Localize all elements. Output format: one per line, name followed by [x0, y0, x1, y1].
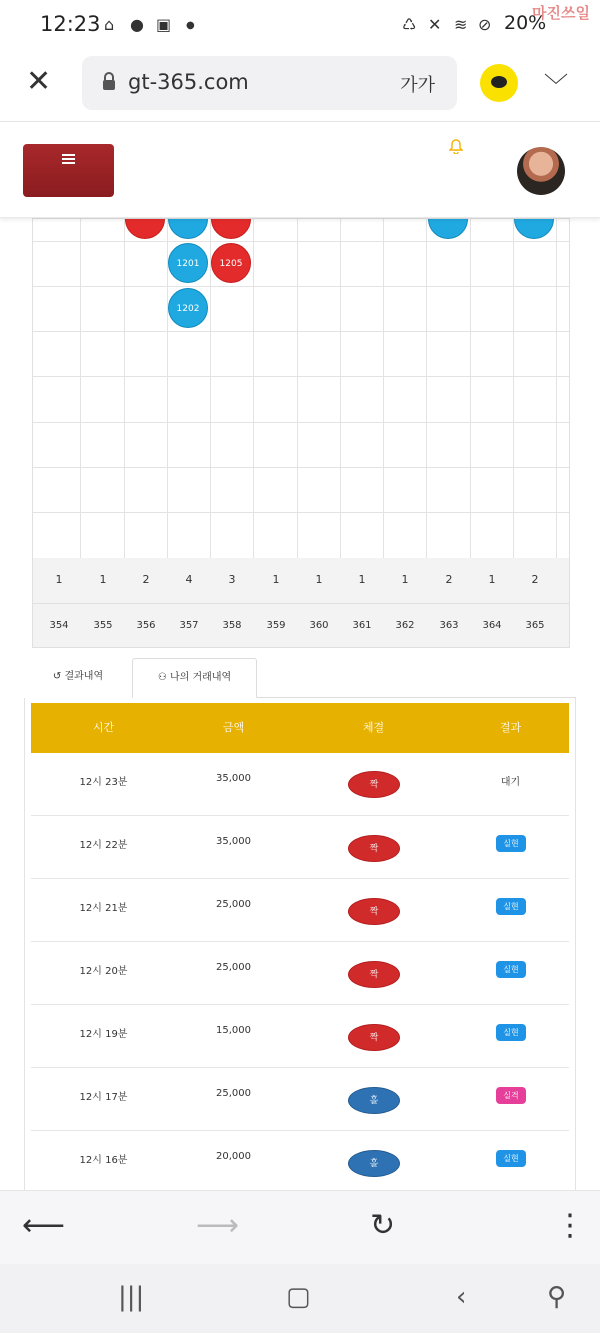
- avatar[interactable]: [517, 147, 565, 195]
- hamburger-icon: [62, 154, 75, 166]
- user-icon: ⚇: [157, 672, 167, 683]
- result-badge: 실현: [496, 835, 526, 852]
- history-tabs: [24, 658, 576, 698]
- count-cell: 1: [488, 573, 496, 586]
- result-badge: 실현: [496, 898, 526, 915]
- fill-badge: 짝: [348, 898, 400, 925]
- row-time: 12시 23분: [79, 777, 128, 788]
- more-notifications-icon: ●: [186, 20, 195, 31]
- count-cell: 1: [315, 573, 323, 586]
- tab-my-trades-label: 나의 거래내역: [170, 672, 232, 683]
- close-tab-icon[interactable]: ✕: [26, 64, 52, 99]
- round-cell: 359: [266, 620, 286, 631]
- recent-apps-icon[interactable]: |||: [118, 1282, 145, 1312]
- history-icon: ↺: [52, 671, 62, 682]
- round-cell: 357: [179, 620, 199, 631]
- row-amount: 25,000: [216, 1088, 251, 1099]
- row-time: 12시 21분: [79, 903, 128, 914]
- tab-results-label: 결과내역: [64, 671, 104, 682]
- table-row: [31, 942, 569, 1005]
- round-cell: 365: [525, 620, 545, 631]
- count-cell: 1: [55, 573, 63, 586]
- table-row: [31, 1005, 569, 1068]
- table-row: [31, 879, 569, 942]
- chevron-down-icon[interactable]: ﹀: [544, 72, 568, 100]
- row-amount: 15,000: [216, 1025, 251, 1036]
- lock-icon: [102, 72, 116, 90]
- row-time: 12시 22분: [79, 840, 128, 851]
- round-cell: 363: [439, 620, 459, 631]
- row-time: 12시 17분: [79, 1092, 128, 1103]
- status-time: 12:23: [40, 12, 101, 36]
- column-header-fill: 체결: [362, 721, 385, 734]
- mute-icon: ✕: [428, 15, 442, 34]
- row-amount: 25,000: [216, 962, 251, 973]
- tab-results[interactable]: [24, 658, 132, 698]
- round-cell: 361: [352, 620, 372, 631]
- fill-badge: 짝: [348, 771, 400, 798]
- table-row: [31, 816, 569, 879]
- table-row: [31, 1068, 569, 1131]
- text-size-button[interactable]: 가가: [400, 75, 435, 96]
- menu-button[interactable]: [23, 144, 114, 197]
- count-cell: 2: [445, 573, 453, 586]
- column-header-time: 시간: [92, 721, 115, 734]
- watermark: 마진쓰일: [532, 4, 590, 22]
- result-dot-even: 1202: [168, 288, 208, 328]
- recycle-icon: ♺: [402, 15, 417, 34]
- forward-arrow-icon[interactable]: ⟶: [196, 1208, 240, 1243]
- board-row-line: [33, 422, 570, 423]
- table-row: [31, 753, 569, 816]
- kakao-chat-button[interactable]: [480, 64, 518, 102]
- kakaotalk-icon: ●: [130, 15, 144, 34]
- result-badge: 실현: [496, 961, 526, 978]
- row-time: 12시 19분: [79, 1029, 128, 1040]
- url-text: gt-365.com: [128, 70, 249, 94]
- board-row-line: [33, 512, 570, 513]
- fill-badge: 짝: [348, 1024, 400, 1051]
- row-time: 12시 16분: [79, 1155, 128, 1166]
- table-header: [31, 703, 569, 753]
- system-back-icon[interactable]: ‹: [456, 1282, 467, 1312]
- accessibility-icon[interactable]: ⚲: [547, 1282, 567, 1312]
- result-board: [32, 218, 570, 648]
- status-bar: [0, 0, 600, 50]
- result-badge: 실현: [496, 1150, 526, 1167]
- column-header-result: 결과: [499, 721, 522, 734]
- round-cell: 364: [482, 620, 502, 631]
- row-amount: 35,000: [216, 836, 251, 847]
- round-index-row: [33, 603, 570, 648]
- round-cell: 358: [222, 620, 242, 631]
- result-dot-odd: 1205: [211, 243, 251, 283]
- count-row: [33, 558, 570, 603]
- board-row-line: [33, 331, 570, 332]
- count-cell: 1: [99, 573, 107, 586]
- result-badge: 실격: [496, 1087, 526, 1104]
- count-cell: 4: [185, 573, 193, 586]
- count-cell: 2: [142, 573, 150, 586]
- result-dot-even: 1201: [168, 243, 208, 283]
- count-cell: 2: [531, 573, 539, 586]
- bell-icon[interactable]: [449, 139, 463, 154]
- fill-badge: 짝: [348, 835, 400, 862]
- board-row-line: [33, 241, 570, 242]
- count-cell: 3: [228, 573, 236, 586]
- wifi-icon: ≋: [454, 15, 468, 34]
- row-amount: 25,000: [216, 899, 251, 910]
- row-result: 대기: [500, 777, 521, 788]
- board-row-line: [33, 286, 570, 287]
- more-menu-icon[interactable]: ⋮: [555, 1208, 585, 1243]
- board-row-line: [33, 467, 570, 468]
- reload-icon[interactable]: ↻: [370, 1208, 396, 1243]
- system-nav-bar: [0, 1264, 600, 1333]
- fill-badge: 홀: [348, 1087, 400, 1114]
- round-cell: 355: [93, 620, 113, 631]
- tab-my-trades[interactable]: [132, 658, 257, 698]
- address-bar[interactable]: [82, 56, 457, 110]
- battery-percent: 20%: [504, 12, 547, 34]
- row-amount: 35,000: [216, 773, 251, 784]
- browser-bottom-bar: [0, 1190, 600, 1264]
- round-cell: 356: [136, 620, 156, 631]
- block-icon: ⊘: [478, 15, 492, 34]
- row-time: 12시 20분: [79, 966, 128, 977]
- result-badge: 실현: [496, 1024, 526, 1041]
- count-cell: 1: [358, 573, 366, 586]
- back-arrow-icon[interactable]: ⟵: [22, 1208, 66, 1243]
- fill-badge: 짝: [348, 961, 400, 988]
- round-cell: 354: [49, 620, 69, 631]
- fill-badge: 홀: [348, 1150, 400, 1177]
- board-row-line: [33, 376, 570, 377]
- browser-toolbar: [0, 50, 600, 122]
- site-header: [0, 122, 600, 218]
- notification-icon: ⌂: [104, 15, 115, 34]
- home-icon[interactable]: ▢: [286, 1282, 311, 1312]
- table-row: [31, 1131, 569, 1194]
- count-cell: 1: [401, 573, 409, 586]
- row-amount: 20,000: [216, 1151, 251, 1162]
- round-cell: 362: [395, 620, 415, 631]
- gallery-icon: ▣: [156, 15, 172, 34]
- count-cell: 1: [272, 573, 280, 586]
- column-header-amount: 금액: [222, 721, 245, 734]
- round-cell: 360: [309, 620, 329, 631]
